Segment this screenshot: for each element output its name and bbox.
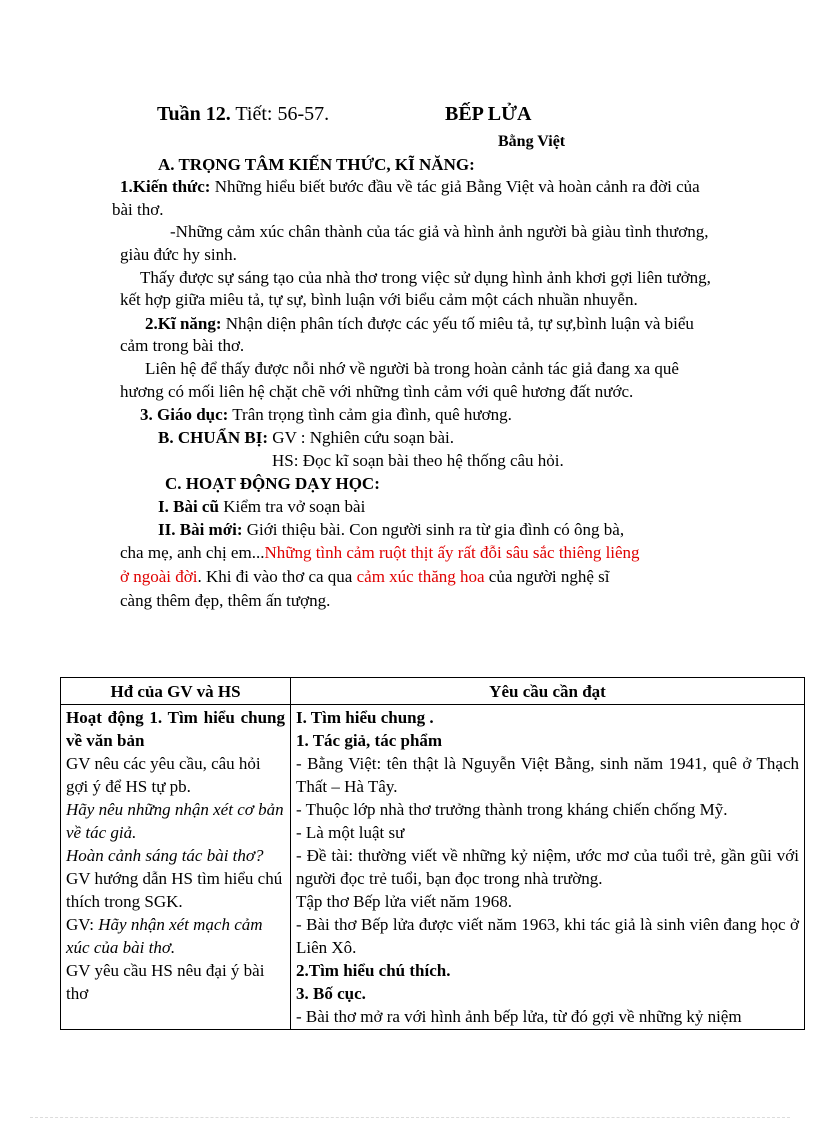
creative-line-1: Thấy được sự sáng tạo của nhà thơ trong việc sử dụng hình ảnh khơi gợi liên tưởng,	[140, 268, 711, 287]
section-b-heading: B. CHUẨN BỊ:	[158, 428, 269, 447]
col-header-activities: Hđ của GV và HS	[61, 678, 291, 705]
col-header-requirements: Yêu cầu cần đạt	[291, 678, 805, 705]
requirement-text-1: - Bằng Việt: tên thật là Nguyễn Việt Bằng, sinh năm 1941, quê ở Thạch Thất – Hà Tây.	[296, 754, 799, 796]
requirements-cell	[291, 705, 805, 1030]
feel-line-1: -Những cảm xúc chân thành của tác giả và hình ảnh người bà giàu tình thương,	[170, 222, 709, 241]
old-lesson-line	[158, 496, 365, 518]
lesson-plan-table	[60, 677, 805, 1030]
gv-label: GV:	[66, 915, 99, 934]
new-lesson-label: II. Bài mới:	[158, 520, 243, 539]
requirement-text-2: - Thuộc lớp nhà thơ trưởng thành trong kháng chiến chống Mỹ.	[296, 800, 728, 819]
section-heading-2: 1. Tác giả, tác phẩm	[296, 731, 443, 750]
activity-text-3: GV yêu cầu HS nêu đại ý bài thơ	[66, 961, 265, 1003]
section-c-heading: C. HOẠT ĐỘNG DẠY HỌC:	[165, 474, 380, 493]
author-name: Bằng Việt	[498, 133, 566, 150]
new-lesson-line-3	[120, 566, 609, 588]
new-lesson-line-2	[120, 542, 640, 564]
new-lesson-line-4: càng thêm đẹp, thêm ấn tượng.	[120, 591, 331, 610]
prep-hs: HS: Đọc kĩ soạn bài theo hệ thống câu hỏi.	[272, 451, 564, 470]
education-label: 3. Giáo dục:	[140, 405, 229, 424]
section-b-line	[158, 427, 454, 449]
activity-text-2: GV hướng dẫn HS tìm hiểu chú thích trong SGK.	[66, 869, 283, 911]
knowledge-line-2: bài thơ.	[112, 200, 164, 219]
old-lesson-label: I. Bài cũ	[158, 497, 219, 516]
question-emotion: Hãy nhận xét mạch cảm xúc của bài thơ.	[66, 915, 263, 957]
skill-line-1	[145, 313, 694, 335]
new-lesson-text: Giới thiệu bài. Con người sinh ra từ gia đình có ông bà,	[242, 520, 625, 539]
feel-line-2: giàu đức hy sinh.	[120, 245, 237, 264]
requirement-text-5: Tập thơ Bếp lửa viết năm 1968.	[296, 892, 513, 911]
section-a-heading: A. TRỌNG TÂM KIẾN THỨC, KĨ NĂNG:	[158, 155, 475, 174]
new-lesson-line-1	[158, 519, 624, 541]
knowledge-text: Những hiểu biết bước đầu về tác giả Bằng Việt và hoàn cảnh ra đời của	[210, 177, 700, 196]
link-line-1: Liên hệ để thấy được nỗi nhớ về người bà trong hoàn cảnh tác giả đang xa quê	[145, 359, 679, 378]
skill-label: 2.Kĩ năng:	[145, 314, 222, 333]
question-author: Hãy nêu những nhận xét cơ bản về tác giả.	[66, 800, 284, 842]
table-header-row	[61, 678, 805, 705]
prep-gv: GV : Nghiên cứu soạn bài.	[268, 428, 455, 447]
activity-heading: Hoạt động 1. Tìm hiểu chung về văn bản	[66, 708, 285, 750]
section-heading-4: 3. Bố cục.	[296, 984, 366, 1003]
section-heading-1: I. Tìm hiểu chung .	[296, 708, 434, 727]
period-label: Tiết: 56-57.	[235, 103, 330, 125]
activity-question-3	[66, 913, 285, 959]
requirement-text-4: - Đề tài: thường viết về những kỷ niệm, ước mơ của tuổi trẻ, gần gũi với người đọc trẻ tuổi, bạn đọc trong nhà trường.	[296, 846, 799, 888]
new-lesson-text-2: cha mẹ, anh chị em...	[120, 543, 265, 562]
highlight-red-3: cảm xúc thăng hoa	[356, 567, 485, 586]
week-label: Tuần 12.	[157, 103, 231, 125]
requirement-text-6: - Bài thơ Bếp lửa được viết năm 1963, khi tác giả là sinh viên đang học ở Liên Xô.	[296, 915, 799, 957]
old-lesson-text: Kiểm tra vở soạn bài	[218, 497, 366, 516]
requirement-text-3: - Là một luật sư	[296, 823, 405, 842]
creative-line-2: kết hợp giữa miêu tả, tự sự, bình luận với biểu cảm một cách nhuần nhuyễn.	[120, 290, 638, 309]
question-context: Hoàn cảnh sáng tác bài thơ?	[66, 846, 264, 865]
new-lesson-text-4: của người nghệ sĩ	[484, 567, 610, 586]
skill-text: Nhận diện phân tích được các yếu tố miêu tả, tự sự,bình luận và biểu	[221, 314, 694, 333]
new-lesson-text-3: . Khi đi vào thơ ca qua	[197, 567, 357, 586]
page-bottom-divider	[30, 1117, 790, 1118]
requirement-text-7: - Bài thơ mở ra với hình ảnh bếp lửa, từ đó gợi về những kỷ niệm	[296, 1007, 742, 1026]
education-line	[140, 404, 512, 426]
highlight-red-2: ở ngoài đời	[120, 567, 198, 586]
knowledge-label: 1.Kiến thức:	[120, 177, 211, 196]
activity-text-1: GV nêu các yêu cầu, câu hỏi gợi ý để HS tự pb.	[66, 754, 261, 796]
highlight-red-1: Những tình cảm ruột thịt ấy rất đỗi sâu sắc thiêng liêng	[264, 543, 640, 562]
section-heading-3: 2.Tìm hiểu chú thích.	[296, 961, 451, 980]
lesson-week	[157, 103, 329, 125]
skill-line-2: cảm trong bài thơ.	[120, 336, 245, 355]
knowledge-line-1	[120, 176, 700, 198]
activities-cell	[61, 705, 291, 1030]
link-line-2: hương có mối liên hệ chặt chẽ với những tình cảm với quê hương đất nước.	[120, 382, 634, 401]
table-row	[61, 705, 805, 1030]
education-text: Trân trọng tình cảm gia đình, quê hương.	[228, 405, 512, 424]
lesson-title: BẾP LỬA	[445, 103, 532, 125]
